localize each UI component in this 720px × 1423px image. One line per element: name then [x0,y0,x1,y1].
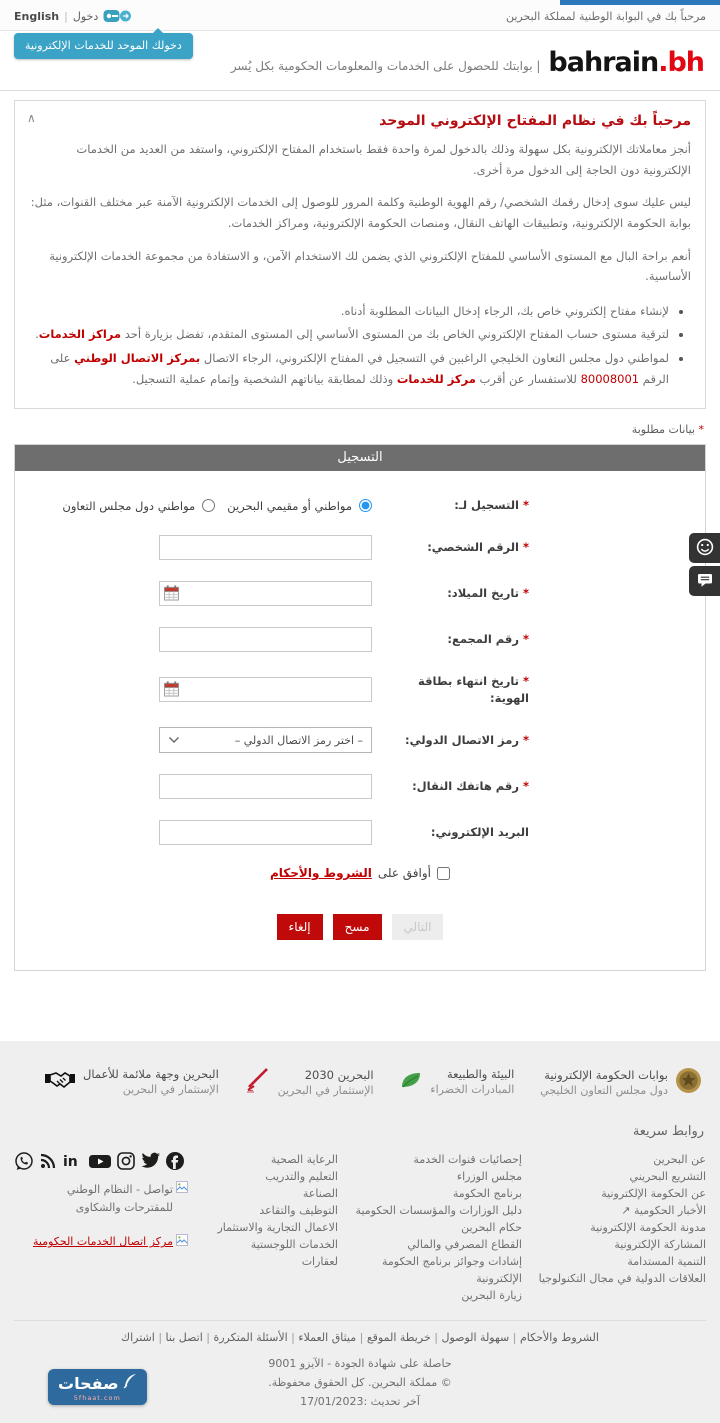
footer-link[interactable]: المشاركة الإلكترونية [614,1238,706,1252]
panel-paragraph: ليس عليك سوى إدخال رقمك الشخصي/ رقم الهوية الوطنية وكلمة المرور للوصول إلى الخدمات الإلكترونية الآمنة عبر مختلف القنوات، مثل: بوابة الحكومة الإلكترونية، وتطبيقات الهاتف النقال، ومنصات الحكومة الإلكترونية، ومراكز الخدمات. [30,195,691,231]
footer-bottom-link[interactable]: خريطة الموقع | [356,1331,431,1344]
facebook-icon[interactable] [165,1151,185,1171]
footer-links-column-1 [528,1151,706,1304]
twitter-icon[interactable] [140,1151,161,1171]
id-expiry-input[interactable] [159,677,372,702]
id-expiry-row [15,673,705,706]
footer-link[interactable]: القطاع المصرفي والمالي [407,1238,522,1252]
footer-link[interactable]: الأخبار الحكومية ↗ [621,1204,706,1218]
gcc-emblem-icon [675,1067,702,1098]
header-tagline: | بوابتك للحصول على الخدمات والمعلومات الحكومية بكل يُسر [230,58,541,73]
registration-for-options [62,499,372,513]
personal-number-input[interactable] [159,535,372,560]
smiley-icon [695,537,715,560]
personal-number-label: * الرقم الشخصي: [427,540,529,555]
dial-code-selected-value: – اختر رمز الاتصال الدولي – [234,733,363,747]
copyright-text: © مملكة البحرين. كل الحقوق محفوظة. [268,1376,452,1390]
panel-paragraph: أنعم براحة البال مع المستوى الأساسي للمفتاح الإلكتروني الذي يضمن لك الاستخدام الآمن، و الاستفادة من مجموعة الخدمات الإلكترونية الأساسية. [49,248,691,284]
footer-link[interactable]: الرعاية الصحية [270,1153,338,1167]
form-title: التسجيل [15,445,705,471]
logo-tld: .bh [658,47,704,78]
badge-environment[interactable]: البيئة والطبيعة المبادرات الخضراء [399,1067,514,1096]
svg-text:in: in [63,1154,78,1171]
panel-paragraph: أنجز معاملاتك الإلكترونية بكل سهولة وذلك بالدخول لمرة واحدة فقط باستخدام المفتاح الإلكتروني، واستفد من العديد من الخدمات الإلكترونية دون الحاجة إلى الدخول مرة أخرى. [76,142,691,177]
feedback-side-widget [689,533,720,596]
terms-link[interactable]: الشروط والأحكام [270,866,372,881]
terms-agree-row [15,866,705,880]
id-expiry-label: * تاريخ انتهاء بطاقة الهوية: [418,673,529,705]
radio-label-bahrain: مواطني أو مقيمي البحرين [227,498,352,513]
tawasul-link[interactable]: تواصل - النظام الوطني للمقترحات والشكاوى [18,1181,188,1216]
footer-bottom-link[interactable]: الشروط والأحكام | [509,1331,599,1344]
chevron-down-icon [168,734,180,747]
required-data-note: * بيانات مطلوبة [631,423,704,437]
footer-link[interactable]: إشادات وجوائز برنامج الحكومة الإلكترونية [382,1255,522,1286]
welcome-panel [14,100,706,409]
footer-link[interactable]: التعليم والتدريب [265,1170,338,1184]
form-body [15,471,705,970]
registration-for-label: * التسجيل لـ: [454,498,529,513]
footer-social-column [14,1151,194,1304]
bullet-item: • لترقية مستوى حساب المفتاح الإلكتروني الخاص بك من المستوى الأساسي إلى المستوى المتقدم، تفضل بزيارة أحد مراكز الخدمات. [29,324,669,345]
cancel-button[interactable]: إلغاء [277,914,323,940]
registration-for-row [15,497,705,514]
footer-bottom-link[interactable]: ميثاق العملاء | [288,1331,356,1344]
footer-bottom-link[interactable]: اشتراك [121,1331,155,1345]
block-number-label: * رقم المجمع: [447,632,529,647]
watermark-name: صفحات [58,1373,119,1393]
personal-number-row [15,535,705,560]
footer-link[interactable]: دليل الوزارات والمؤسسات الحكومية [355,1204,522,1218]
logo-name: bahrain [548,47,659,78]
radio-gcc-citizens[interactable] [202,499,215,512]
english-link[interactable]: English [14,9,60,23]
contact-phone-number: 80008001 [580,371,640,386]
email-input[interactable] [159,820,372,845]
bullet-item: • لإنشاء مفتاح إلكتروني خاص بك، الرجاء إدخال البيانات المطلوبة أدناه. [29,301,669,322]
footer-badges [14,1067,706,1116]
mobile-row [15,774,705,799]
footer [0,1041,720,1423]
bahrain-logo[interactable] [548,47,704,78]
collapse-chevron-icon[interactable]: ∧ [27,111,36,125]
panel-title: مرحباً بك في نظام المفتاح الإلكتروني الموحد [379,113,691,129]
email-row [15,820,705,845]
footer-link[interactable]: برنامج الحكومة [452,1187,522,1201]
broken-image-icon [176,1181,188,1199]
quick-links-title: روابط سريعة [632,1124,704,1140]
footer-bottom-link[interactable]: سهولة الوصول | [431,1331,510,1344]
linkedin-icon[interactable] [62,1151,84,1171]
email-label: البريد الإلكتروني: [430,825,529,840]
footer-link[interactable]: التشريع البحريني [629,1170,706,1184]
footer-bottom-links [14,1331,706,1344]
radio-label-gcc: مواطني دول مجلس التعاون [62,498,196,513]
footer-link[interactable]: حكام البحرين [461,1221,522,1235]
iso-certification-text: حاصلة على شهادة الجودة - الآيزو 9001 [268,1357,452,1371]
footer-link[interactable]: التنمية المستدامة [627,1255,706,1269]
mobile-label: * رقم هاتفك النقال: [412,779,529,794]
panel-bullet-list [29,301,669,390]
login-tooltip: دخولك الموحد للخدمات الإلكترونية [14,33,193,59]
badge-business-friendly[interactable]: البحرين وجهة ملائمة للأعمال الإستثمار في البحرين [44,1067,219,1096]
national-contact-center-text: بمركز الاتصال الوطني [74,350,201,365]
registration-form [14,444,706,971]
badge-bahrain-2030[interactable]: البحرين 2030 الإستثمار في البحرين [245,1067,374,1097]
footer-link[interactable]: إحصائيات قنوات الخدمة [413,1153,522,1167]
footer-bottom-link[interactable]: الأسئلة المتكررة | [203,1331,288,1344]
top-bar-left [14,9,131,23]
dial-code-select[interactable] [159,727,372,753]
instagram-icon[interactable] [116,1151,136,1171]
ekey-login-icon[interactable] [103,9,131,23]
last-update-text: آخر تحديث :17/01/2023 [300,1395,420,1409]
dial-code-label: * رمز الاتصال الدولي: [405,732,529,747]
footer-link[interactable]: العلاقات الدولية في مجال التكنولوجيا [538,1272,706,1286]
footer-link[interactable]: عن البحرين [653,1153,706,1167]
form-buttons [15,914,705,940]
footer-link[interactable]: مجلس الوزراء [456,1170,522,1184]
agree-text: أوافق على [377,866,431,881]
footer-link[interactable]: لعقارات [301,1255,338,1269]
badge-gcc-portals[interactable]: بوابات الحكومة الإلكترونية دول مجلس التعاون الخليجي [540,1067,702,1098]
birth-date-input[interactable] [159,581,372,606]
terms-checkbox[interactable] [437,867,450,880]
separator: | [64,9,68,23]
broken-image-icon [176,1234,188,1249]
footer-links-grid [14,1151,706,1304]
safahat-watermark-badge[interactable] [48,1369,147,1405]
service-center-text: مركز للخدمات [396,371,476,386]
dial-code-row [15,727,705,753]
login-link[interactable]: دخول [72,9,99,23]
quill-icon [123,1373,137,1393]
handshake-icon [44,1070,76,1094]
top-accent-bar [560,0,720,5]
vision-2030-icon [245,1067,271,1097]
radio-bahrain-residents[interactable] [359,499,372,512]
block-number-input[interactable] [159,627,372,652]
birth-date-row [15,581,705,606]
footer-link[interactable]: مدونة الحكومة الإلكترونية [590,1221,706,1235]
service-centers-link[interactable]: مراكز الخدمات [38,327,122,342]
footer-link[interactable]: الخدمات اللوجستية [250,1238,338,1252]
portal-welcome-text: مرحباً بك في البوابة الوطنية لمملكة البحرين [506,9,706,23]
footer-link[interactable]: التوظيف والتقاعد [259,1204,338,1218]
social-icons-row [14,1151,188,1171]
footer-links-column-2 [344,1151,522,1304]
gov-call-center-link[interactable]: مركز اتصال الخدمات الحكومية [14,1234,188,1249]
birth-date-label: * تاريخ الميلاد: [447,586,529,601]
clear-button[interactable]: مسح [333,914,382,940]
whatsapp-icon[interactable] [14,1151,34,1171]
green-leaf-icon [399,1069,423,1095]
footer-links-column-3 [200,1151,338,1304]
next-button[interactable]: التالي [392,914,444,940]
rss-icon[interactable] [38,1151,58,1171]
mobile-input[interactable] [159,774,372,799]
watermark-domain: 5fhaat.com [73,1394,121,1403]
satisfaction-smiley-button[interactable] [689,533,720,563]
comment-icon [695,570,715,593]
footer-link[interactable]: عن الحكومة الإلكترونية [601,1187,706,1201]
footer-bottom-link[interactable]: اتصل بنا | [155,1331,203,1344]
bullet-item: • لمواطني دول مجلس التعاون الخليجي الراغبين في التسجيل في المفتاح الإلكتروني، الرجاء الاتصال بمركز الاتصال الوطني على الرقم 80008001 للاستفسار عن أقرب مركز للخدمات وذلك لمطابقة بياناتهم الشخصية وإتمام عملية التسجيل. [29,348,669,391]
feedback-comment-button[interactable] [689,566,720,596]
footer-link[interactable]: الصناعة [302,1187,338,1201]
youtube-icon[interactable] [88,1151,112,1171]
block-number-row [15,627,705,652]
footer-link[interactable]: الاعمال التجارية والاستثمار [217,1221,338,1235]
main-content [0,100,720,971]
footer-link[interactable]: زيارة البحرين [461,1289,522,1303]
